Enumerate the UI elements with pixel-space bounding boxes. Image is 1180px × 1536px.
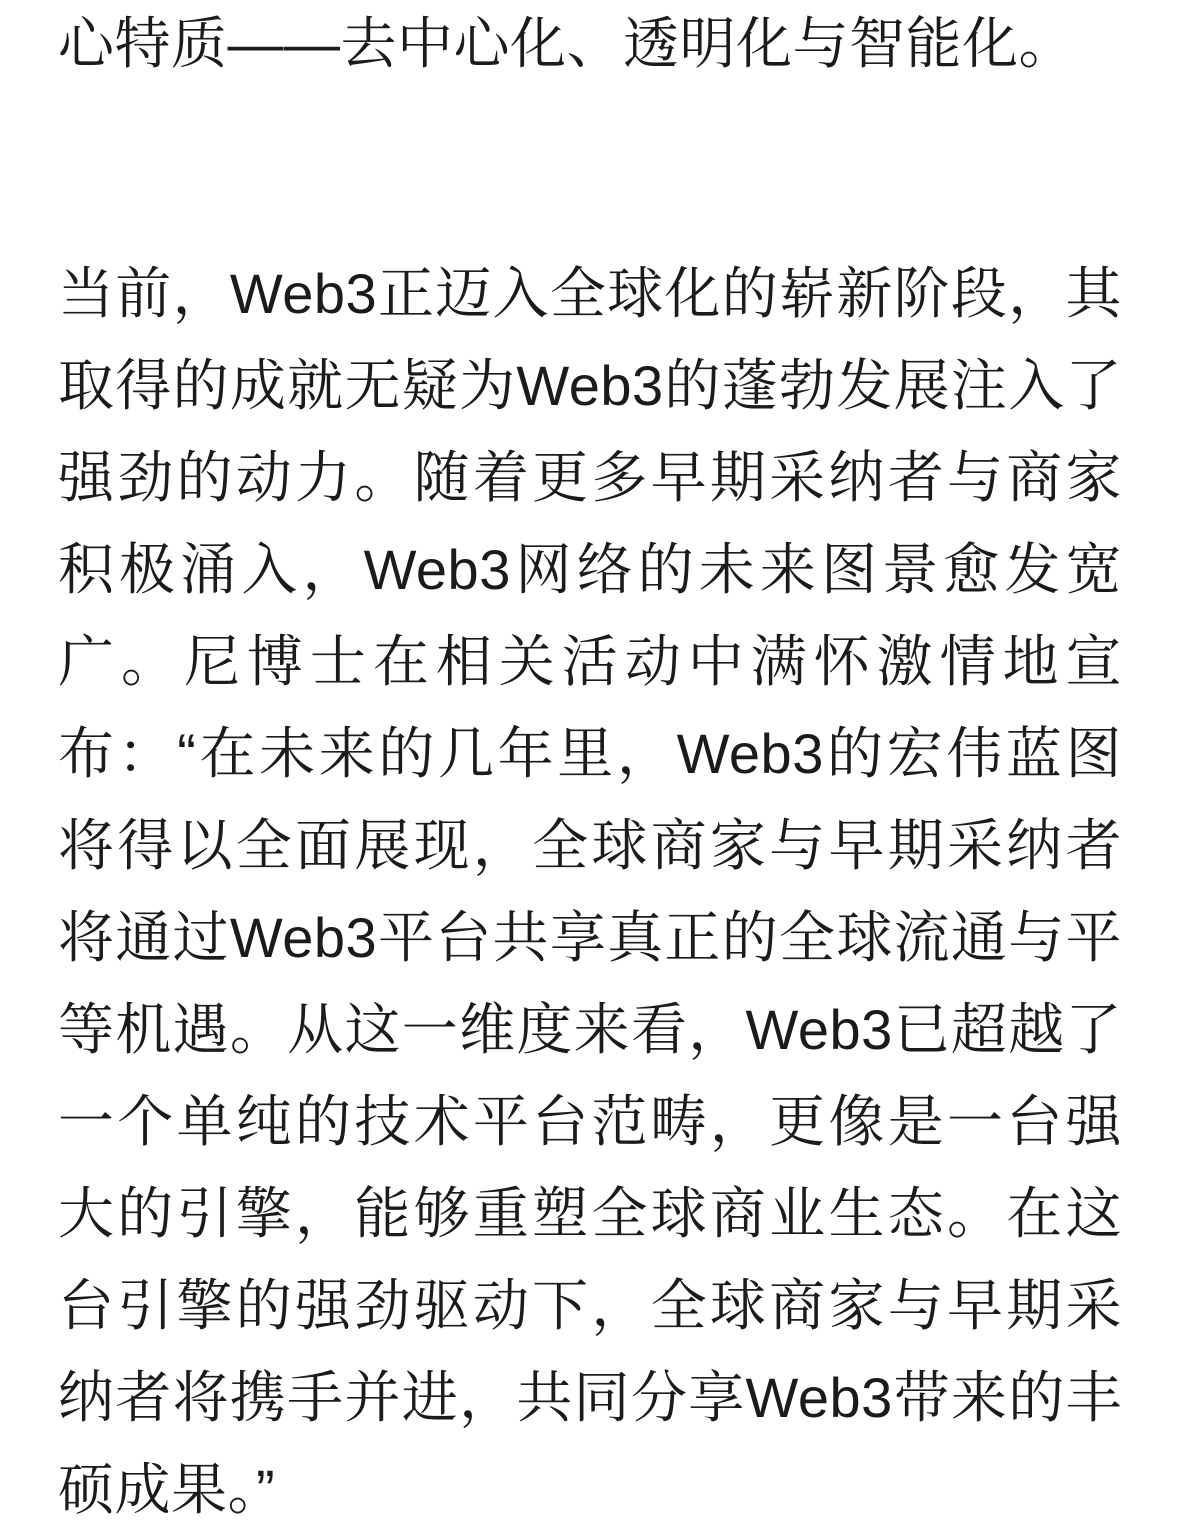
paragraph-clipped: 心特质——去中心化、透明化与智能化。 [58,12,1075,75]
paragraph-body: 当前，Web3正迈入全球化的崭新阶段，其取得的成就无疑为Web3的蓬勃发展注入了强劲的动力。随着更多早期采纳者与商家积极涌入，Web3网络的未来图景愈发宽广。尼博士在相关活动中满怀激情地宣布：“在未来的几年里，Web3的宏伟蓝图将得以全面展现，全球商家与早期采纳者将通过Web3平台共享真正的全球流通与平等机遇。从这一维度来看，Web3已超越了一个单纯的技术平台范畴，更像是一台强大的引擎，能够重塑全球商业生态。在这台引擎的强劲驱动下，全球商家与早期采纳者将携手并进，共同分享Web3带来的丰硕成果。” [58,262,1122,1521]
paragraph-spacer [58,90,1122,248]
